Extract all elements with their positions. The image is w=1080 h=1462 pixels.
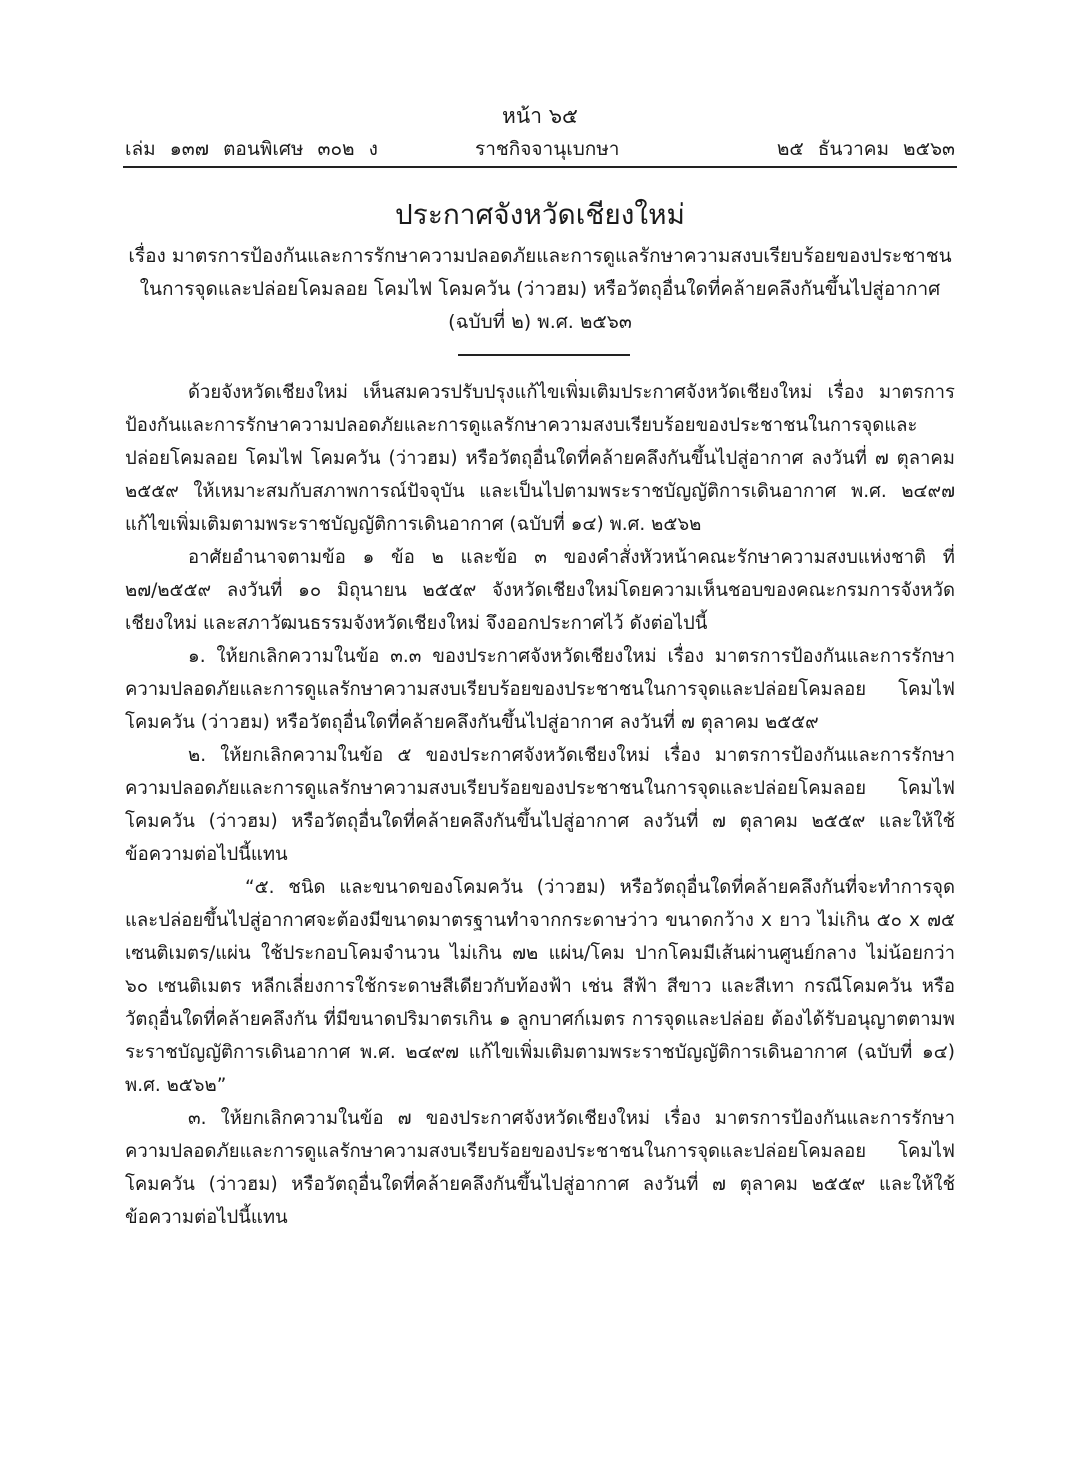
issue-date: ๒๕ ธันวาคม ๒๕๖๓ <box>776 138 955 160</box>
clause-2-replacement-text: “๕. ชนิด และขนาดของโคมควัน (ว่าวฮม) หรือวัตถุอื่นใดที่คล้ายคลึงกันที่จะทำการจุดและปล่อยขึ้นไปสู่อากาศจะต้องมีขนาดมาตรฐานทำจากกระดาษว่าว ขนาดกว้าง x ยาว ไม่เกิน ๕๐ x ๗๕ เซนติเมตร/แผ่น ใช้ประกอบโคมจำนวน ไม่เกิน ๗๒ แผ่น/โคม ปากโคมมีเส้นผ่านศูนย์กลาง ไม่น้อยกว่า ๖๐ เซนติเมตร หลีกเลี่ยงการใช้กระดาษสีเดียวกับท้องฟ้า เช่น สีฟ้า สีขาว และสีเทา กรณีโคมควัน หรือวัตถุอื่นใดที่คล้ายคลึงกัน ที่มีขนาดปริมาตรเกิน ๑ ลูกบาศก์เมตร การจุดและปล่อย ต้องได้รับอนุญาตตามพระราชบัญญัติการเดินอากาศ พ.ศ. ๒๔๙๗ แก้ไขเพิ่มเติมตามพระราชบัญญัติการเดินอากาศ (ฉบับที่ ๑๔) พ.ศ. ๒๕๖๒” <box>125 877 955 1096</box>
clause-3: ๓. ให้ยกเลิกความในข้อ ๗ ของประกาศจังหวัดเชียงใหม่ เรื่อง มาตรการป้องกันและการรักษาความปลอดภัยและการดูแลรักษาความสงบเรียบร้อยของประชาชนในการจุดและปล่อยโคมลอย โคมไฟ โคมควัน (ว่าวฮม) หรือวัตถุอื่นใดที่คล้ายคลึงกันขึ้นไปสู่อากาศ ลงวันที่ ๗ ตุลาคม ๒๕๕๙ และให้ใช้ข้อความต่อไปนี้แทน <box>125 1108 955 1228</box>
document-body <box>125 376 955 1234</box>
gazette-header <box>125 134 955 164</box>
document-title: ประกาศจังหวัดเชียงใหม่ <box>395 198 685 231</box>
paragraph-authority: อาศัยอำนาจตามข้อ ๑ ข้อ ๒ และข้อ ๓ ของคำสั่งหัวหน้าคณะรักษาความสงบแห่งชาติ ที่ ๒๗/๒๕๕๙ ลงวันที่ ๑๐ มิถุนายน ๒๕๕๙ จังหวัดเชียงใหม่โดยความเห็นชอบของคณะกรมการจังหวัดเชียงใหม่ และสภาวัฒนธรรมจังหวัดเชียงใหม่ จึงออกประกาศไว้ ดังต่อไปนี้ <box>125 547 955 634</box>
title-divider <box>458 354 630 356</box>
document-subject: เรื่อง มาตรการป้องกันและการรักษาความปลอดภัยและการดูแลรักษาความสงบเรียบร้อยของประชาชน ในการจุดและปล่อยโคมลอย โคมไฟ โคมควัน (ว่าวฮม) หรือวัตถุอื่นใดที่คล้ายคลึงกันขึ้นไปสู่อากาศ (ฉบับที่ ๒) พ.ศ. ๒๕๖๓ <box>128 245 952 333</box>
gazette-name: ราชกิจจานุเบกษา <box>475 138 620 160</box>
page-number: หน้า ๖๕ <box>502 104 578 128</box>
volume-issue: เล่ม ๑๓๗ ตอนพิเศษ ๓๐๒ ง <box>125 138 378 160</box>
clause-2: ๒. ให้ยกเลิกความในข้อ ๕ ของประกาศจังหวัดเชียงใหม่ เรื่อง มาตรการป้องกันและการรักษาความปลอดภัยและการดูแลรักษาความสงบเรียบร้อยของประชาชนในการจุดและปล่อยโคมลอย โคมไฟ โคมควัน (ว่าวฮม) หรือวัตถุอื่นใดที่คล้ายคลึงกันขึ้นไปสู่อากาศ ลงวันที่ ๗ ตุลาคม ๒๕๕๙ และให้ใช้ข้อความต่อไปนี้แทน <box>125 745 955 865</box>
header-divider <box>123 166 957 168</box>
clause-1: ๑. ให้ยกเลิกความในข้อ ๓.๓ ของประกาศจังหวัดเชียงใหม่ เรื่อง มาตรการป้องกันและการรักษาความปลอดภัยและการดูแลรักษาความสงบเรียบร้อยของประชาชนในการจุดและปล่อยโคมลอย โคมไฟ โคมควัน (ว่าวฮม) หรือวัตถุอื่นใดที่คล้ายคลึงกันขึ้นไปสู่อากาศ ลงวันที่ ๗ ตุลาคม ๒๕๕๙ <box>125 646 955 733</box>
paragraph-preamble: ด้วยจังหวัดเชียงใหม่ เห็นสมควรปรับปรุงแก้ไขเพิ่มเติมประกาศจังหวัดเชียงใหม่ เรื่อง มาตรการป้องกันและการรักษาความปลอดภัยและการดูแลรักษาความสงบเรียบร้อยของประชาชนในการจุดและปล่อยโคมลอย โคมไฟ โคมควัน (ว่าวฮม) หรือวัตถุอื่นใดที่คล้ายคลึงกันขึ้นไปสู่อากาศ ลงวันที่ ๗ ตุลาคม ๒๕๕๙ ให้เหมาะสมกับสภาพการณ์ปัจจุบัน และเป็นไปตามพระราชบัญญัติการเดินอากาศ พ.ศ. ๒๔๙๗ แก้ไขเพิ่มเติมตามพระราชบัญญัติการเดินอากาศ (ฉบับที่ ๑๔) พ.ศ. ๒๕๖๒ <box>125 382 955 535</box>
